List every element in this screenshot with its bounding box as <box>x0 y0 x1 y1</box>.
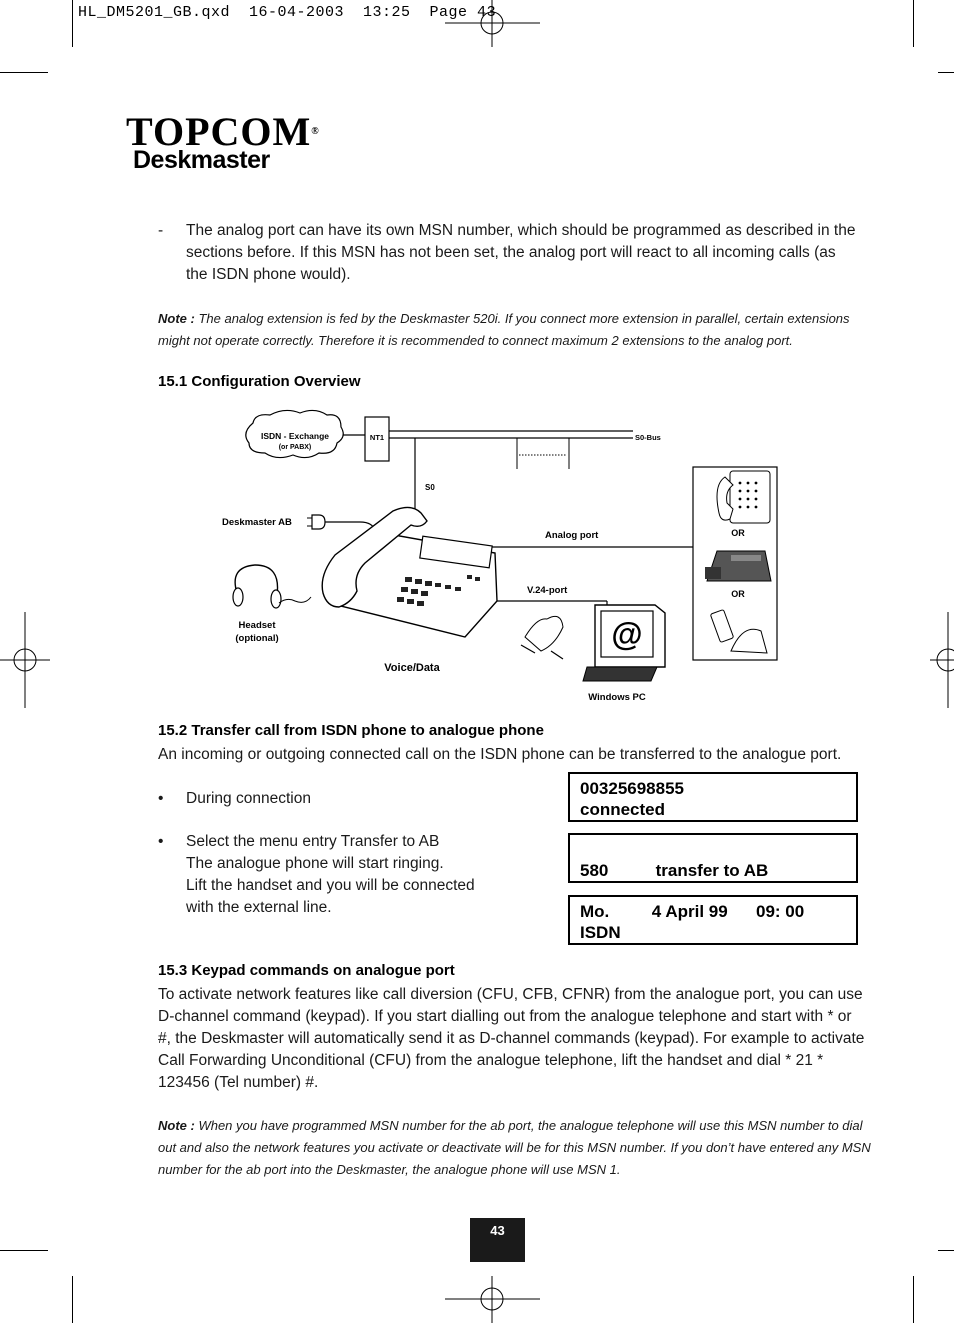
nt1-label: NT1 <box>369 433 385 442</box>
crop-mark <box>938 72 954 73</box>
keypad-note <box>158 1115 878 1181</box>
windows-pc-label: Windows PC <box>588 692 646 703</box>
windows-pc-icon <box>583 605 665 681</box>
s0-label: S0 <box>425 483 435 492</box>
bullet-line: The analogue phone will start ringing. <box>186 855 444 872</box>
note-text: The analog extension is fed by the Deskmaster 520i. If you connect more extension in parallel, certain extensions might not operate correctly. Therefore it is recommended to connect maximum 2 extensions to the analog port. <box>158 311 850 348</box>
isdn-exchange-label: ISDN - Exchange <box>260 431 330 441</box>
brand-registered-mark: ® <box>311 126 320 137</box>
crop-mark <box>0 72 48 73</box>
brand-name: TOPCOM <box>126 109 312 154</box>
crop-mark <box>913 1276 914 1323</box>
registration-mark-right <box>930 612 954 708</box>
lcd-display-transfer <box>568 833 858 883</box>
bullet-line: Select the menu entry Transfer to AB <box>186 833 440 850</box>
lcd-line-2: connected <box>580 800 666 819</box>
headset-label: Headset <box>238 620 276 631</box>
intro-dash-item <box>158 220 858 286</box>
lcd-line-1: Mo. 4 April 99 09: 00 <box>580 902 805 921</box>
note-label: Note : <box>158 311 195 326</box>
analog-port-label: Analog port <box>545 530 599 541</box>
bullet-during-connection <box>158 788 558 810</box>
voice-data-label: Voice/Data <box>384 662 440 674</box>
bullet-line: Lift the handset and you will be connected <box>186 877 475 894</box>
print-slug: HL_DM5201_GB.qxd 16-04-2003 13:25 Page 43 <box>78 4 497 21</box>
bullet-select-menu <box>158 831 558 919</box>
isdn-exchange-cloud <box>246 410 343 457</box>
socket-plug-icon <box>312 515 325 529</box>
note-text: When you have programmed MSN number for the ab port, the analogue telephone will use this MSN number to dial out and also the network features you activate or deactivate will be for this MSN number. If you don’t have entered any MSN number for the ab port into the Deskmaster, the analogue phone will use MSN 1. <box>158 1118 871 1177</box>
bullet-mark: • <box>158 790 164 807</box>
at-sign-icon: @ <box>611 616 643 652</box>
intro-text: The analog port can have its own MSN number, which should be programmed as described in the sections before. If this MSN has not been set, the analog port will react to all incoming calls (as the ISDN phone would). <box>186 222 856 283</box>
crop-mark <box>938 1250 954 1251</box>
section-heading-transfer-call: 15.2 Transfer call from ISDN phone to analogue phone <box>158 722 544 739</box>
or-label-1: OR <box>731 528 745 538</box>
headset-optional-label: (optional) <box>235 633 279 644</box>
registration-mark-top <box>445 0 545 50</box>
crop-mark <box>913 0 914 47</box>
headset-icon <box>233 565 311 608</box>
crop-mark <box>72 1276 73 1323</box>
lcd-line-1: 00325698855 <box>580 779 685 798</box>
section-heading-keypad-commands: 15.3 Keypad commands on analogue port <box>158 962 455 979</box>
crop-mark <box>0 1250 48 1251</box>
crop-mark <box>72 0 73 47</box>
configuration-diagram <box>215 405 785 705</box>
or-label-2: OR <box>731 589 745 599</box>
s0-bus-label: S0-Bus <box>635 433 661 442</box>
section-heading-config-overview: 15.1 Configuration Overview <box>158 373 361 390</box>
product-name: Deskmaster <box>133 146 270 174</box>
transfer-intro-text: An incoming or outgoing connected call on the ISDN phone can be transferred to the analogue port. <box>158 746 842 763</box>
analog-phone-icon <box>717 471 770 523</box>
lcd-display-connected <box>568 772 858 822</box>
registration-mark-bottom <box>445 1276 545 1323</box>
bullet-mark: • <box>158 833 164 850</box>
v24-port-label: V.24-port <box>527 585 568 596</box>
registration-mark-left <box>0 612 50 708</box>
page-number: 43 <box>470 1218 525 1262</box>
dash-mark: - <box>158 222 164 239</box>
or-pabx-label: (or PABX) <box>278 444 312 451</box>
lcd-line-2: 580 transfer to AB <box>580 861 769 880</box>
deskmaster-ab-label: Deskmaster AB <box>222 517 292 528</box>
mouse-character-icon <box>521 616 563 659</box>
deskmaster-phone-icon <box>322 507 497 637</box>
bullet-text: During connection <box>186 790 311 807</box>
intro-note <box>158 308 858 352</box>
fax-machine-icon <box>705 551 771 581</box>
lcd-line-2: ISDN <box>580 923 621 942</box>
bullet-text <box>186 831 558 919</box>
cordless-phone-icon <box>710 610 767 653</box>
note-label: Note : <box>158 1118 195 1133</box>
keypad-commands-text: To activate network features like call diversion (CFU, CFB, CFNR) from the analogue port, you can use D-channel command (keypad). If you start dialling out from the analogue telephone and start with * or #, the Deskmaster will automatically send it as D-channel commands (keypad). For example to activate Call Forwarding Unconditional (CFU) from the analogue telephone, lift the handset and dial * 21 * 123456 (Tel number) #. <box>158 986 865 1091</box>
lcd-display-date <box>568 895 858 945</box>
bullet-line: with the external line. <box>186 899 332 916</box>
